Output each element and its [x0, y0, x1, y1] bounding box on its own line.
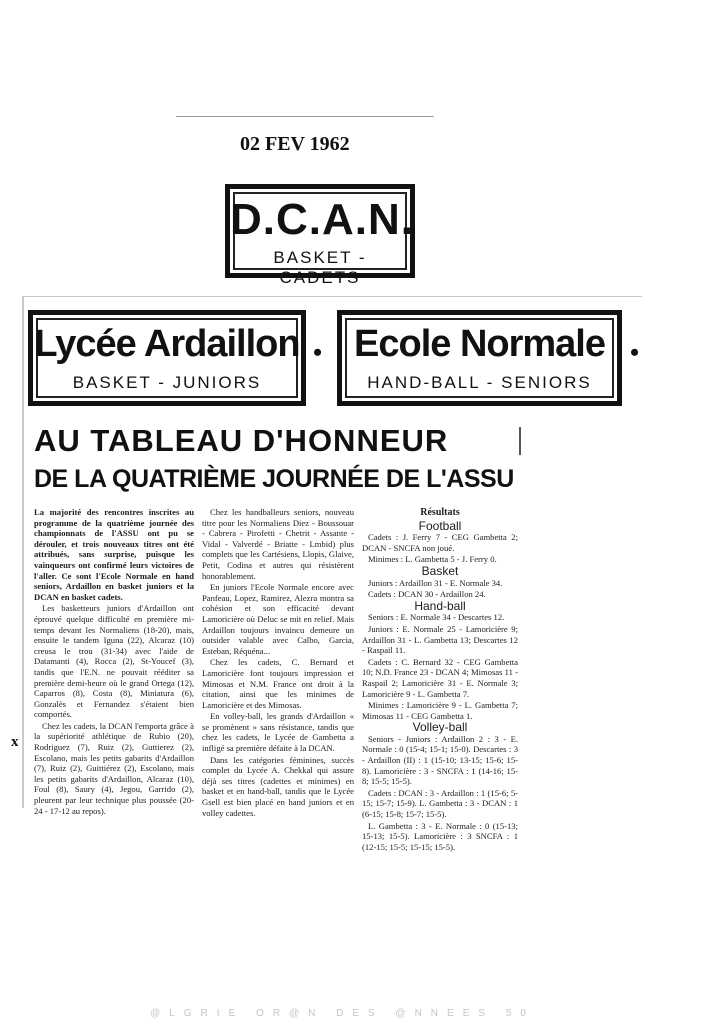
results-sport-heading: Volley-ball	[412, 720, 468, 735]
dcan-box	[225, 184, 415, 287]
clipping-top-edge	[22, 296, 642, 297]
article-column-1	[34, 507, 194, 817]
top-rule	[176, 116, 434, 117]
col1-paragraph: Les basketteurs juniors d'Ardaillon ont éprouvé quelque difficulté en première mi-temps devant les Normaliens (18-20), mais, ensuite le tandem Iguna (22), Alcaraz (10) creusa le trou (31-34) avec l'aide de Datamanti (4), Rocca (2), St-Youcef (3), tandis que l'E.N. ne pouvait rééditer sa première demi-heure où le grand Ortega (12), Caparros (8), Costa (8), Miniatura (6), Gonzalès et Fernandez s'étaient bien comportés.	[34, 603, 194, 720]
ecole-box	[337, 310, 622, 406]
subheadline: DE LA QUATRIÈME JOURNÉE DE L'ASSU	[34, 465, 514, 493]
results-line: Cadets : DCAN 30 - Ardaillon 24.	[368, 589, 486, 600]
results-line: Seniors : E. Normale 34 - Descartes 12.	[368, 612, 505, 623]
margin-x-mark: x	[11, 734, 19, 750]
col2-paragraph: Chez les handballeurs seniors, nouveau titre pour les Normaliens Diez - Boussouar - Cabrera - Pirofetti - Chetrit - Assante - Vidal - Valverdé - Briatte - Lmbid) plus complets que les Cartésiens, Llopis, Glaive, Petit, Codina et autres qui résistèrent honorablement.	[202, 507, 354, 581]
results-sport-heading: Football	[418, 518, 462, 533]
results-line: Juniors : E. Normale 25 - Lamoricière 9; Ardaillon 31 - L. Gambetta 13; Descartes 12 - Raspail 11.	[362, 623, 518, 656]
watermark: @LGRIE OR@N DES @NNEES 50	[150, 1008, 535, 1019]
ecole-title: Ecole Normale	[354, 323, 605, 365]
col2-paragraph: Chez les cadets, C. Bernard et Lamoricière font toujours impression et Mimosas et N.M. France ont droit à la citation, ainsi que les minimes de Lamoricière et des Mimosas.	[202, 657, 354, 710]
col2-paragraph: Dans les catégories féminines, succès complet du Lycée A. Chekkal qui assure déjà ses titres (cadettes et minimes) en basket et en hand-ball, tandis que le Lycée Gsell est bien placé en hand juniors et en volley cadettes.	[202, 754, 354, 818]
col1-paragraph: La majorité des rencontres inscrites au programme de la quatrième journée des championnats de l'ASSU ont pu se dérouler, et trois nouveaux titres ont été attribués, sans surprise, puisque les vainqueurs ont confirmé leurs victoires de l'aller. Ce sont l'Ecole Normale en hand seniors, Ardaillon en basket juniors et la DCAN en basket cadets.	[34, 507, 194, 602]
dcan-subtitle: BASKET - CADETS	[273, 248, 367, 287]
lycee-subtitle: BASKET - JUNIORS	[72, 373, 262, 392]
results-sport-heading: Basket	[421, 563, 459, 578]
results-line: Minimes : Lamoricière 9 - L. Gambetta 7; Mimosas 11 - CEG Gambetta 1.	[362, 700, 518, 721]
results-title: Résultats	[420, 507, 460, 518]
headline-cut-mark	[519, 427, 521, 455]
results-line: Minimes : L. Gambetta 5 - J. Ferry 0.	[368, 554, 497, 565]
results-line: L. Gambetta : 3 - E. Normale : 0 (15-13; 15-13; 15-5). Lamoricière : 3 SNCFA : 1 (12-15; 15-5; 15-15; 15-5).	[362, 820, 518, 852]
dcan-title: D.C.A.N.	[230, 195, 414, 244]
separator-dot-2: •	[630, 338, 640, 367]
results-sport-heading: Hand-ball	[414, 598, 466, 613]
lycee-title: Lycée Ardaillon	[34, 323, 300, 365]
results-line: Cadets : DCAN : 3 - Ardaillon : 1 (15-6; 5-15; 15-7; 15-9). L. Gambetta : 3 - DCAN : 1 (6-15; 15-8; 15-7; 15-5).	[362, 787, 518, 820]
col1-paragraph: Chez les cadets, la DCAN l'emporta grâce à la supériorité athlétique de Rubio (20), Rodriguez (7), Ruiz (2), Guttierez (2), Escolano, mais les petits gabarits d'Ardaillon (7), Ruiz (2), Guittiérez (2), Escolano, mais les petits gabarits d'Ardaillon, Alcaraz (10), Foul (8), Saury (4), Jegou, Garrido (2), pleurent par leur technique plus poussée (20-24 - 17-12 au repos).	[34, 720, 194, 816]
col2-paragraph: En volley-ball, les grands d'Ardaillon « se promènent » sans résistance, tandis que chez les cadets, le Lycée de Gambetta a infligé sa première défaite à la DCAN.	[202, 711, 354, 754]
results-line: Cadets : C. Bernard 32 - CEG Gambetta 10; N.D. France 23 - DCAN 4; Mimosas 11 - Raspail 2; Lamoricière 31 - E. Normale 3; Lamoricière 9 - L. Gambetta 7.	[362, 656, 518, 699]
article-column-2	[202, 507, 354, 819]
lycee-box	[28, 310, 306, 406]
col2-paragraph: En juniors l'Ecole Normale encore avec Panfeau, Lopez, Ramirez, Alezra montra sa cohésion et son efficacité devant Lamoricière où Deluc se mit en relief. Mais Ardaillon toujours invaincu demeure un outsider valable avec Calbo, Garcia, Esteban, Réquéna...	[202, 582, 354, 656]
headline: AU TABLEAU D'HONNEUR	[34, 423, 449, 458]
results-line: Cadets : J. Ferry 7 - CEG Gambetta 2; DCAN - SNCFA non joué.	[362, 532, 518, 553]
ecole-subtitle: HAND-BALL - SENIORS	[367, 373, 592, 392]
results-line: Seniors - Juniors : Ardaillon 2 : 3 - E. Normale : 0 (15-4; 15-1; 15-0). Descartes : 3 - Ardaillon (II) : 1 (15-10; 13-15; 15-6; 15-8). Lamoricière : 3 - SNCFA : 1 (14-16; 15-8; 15-5; 15-5).	[362, 733, 518, 787]
separator-dot-1: •	[313, 338, 323, 367]
results-column	[362, 508, 518, 853]
clipping-date: 02 FEV 1962	[240, 133, 350, 155]
results-line: Juniors : Ardaillon 31 - E. Normale 34.	[368, 577, 503, 588]
clipping-left-edge	[22, 296, 24, 808]
